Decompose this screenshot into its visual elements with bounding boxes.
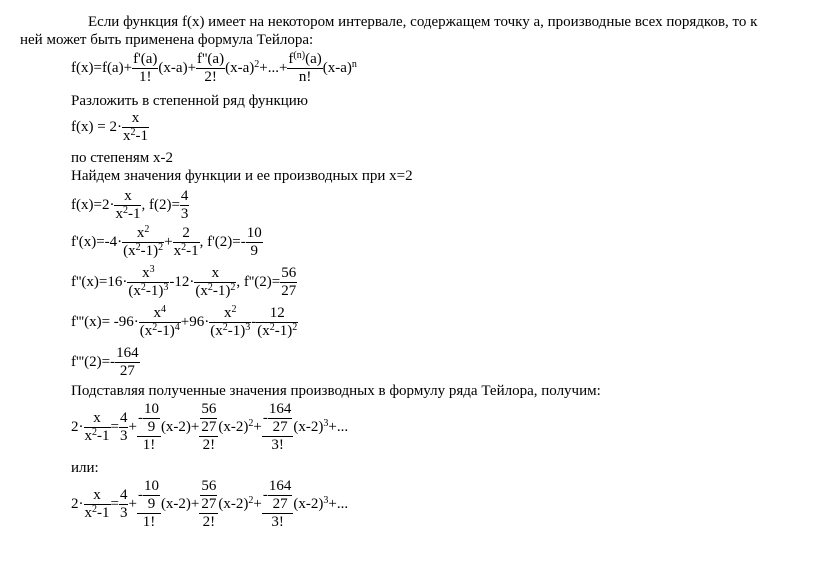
equation-f-prime: f'(x)=-4· $\frac{x^2}{(x^2-1)^2}$ + $\frac{2}{x^2-1}$ , f'(2)=- $\frac{10}{9}$ <box>71 224 262 259</box>
taylor-fraction-1: $\frac{f'(a)}{1!}$ <box>133 51 158 85</box>
taylor-series-result-2: 2· $\frac{x}{x^2-1}$ = $\frac{4}{3}$ + - $\frac{10}{9}$ 1! (x-2)+ $\frac{\frac{56}{27}}{2!}$ $(x-2)^2+$ - $\frac{164}{27}$ 3! $(x-2)^3+$... <box>71 478 349 530</box>
equation-f-triple-prime: f'''(x)= -96· $\frac{x^4}{(x^2-1)^4}$ +96· $\frac{x^2}{(x^2-1)^3}$ - $\frac{12}{(x^2-1)^2}$ <box>71 304 298 339</box>
equation-f-triple-prime-value: f'''(2)=- $\frac{164}{27}$ <box>71 345 139 379</box>
powers-text: по степеням x-2 <box>71 150 173 166</box>
intro-line-1: Если функция f(x) имеет на некотором интервале, содержащем точку a, производные всех порядков, то к <box>88 14 758 30</box>
function-fraction: $\frac{x}{x^2-1}$ <box>122 110 148 144</box>
value-f-prime-2: $\frac{10}{9}$ <box>246 225 262 259</box>
taylor-series-result-1: 2· $\frac{x}{x^2-1}$ = $\frac{4}{3}$ + - $\frac{10}{9}$ 1! (x-2)+ $\frac{\frac{56}{27}}{2!}$ $(x-2)^2+$ - $\frac{164}{27}$ 3! $(x-2)^3+$... <box>71 401 349 453</box>
function-definition: f(x) = 2· $\frac{x}{x^2-1}$ <box>71 110 148 144</box>
equation-f-double-prime: f''(x)=16· $\frac{x^3}{(x^2-1)^3}$ -12· $\frac{x}{(x^2-1)^2}$ , f''(2)= $\frac{56}{27}$ <box>71 264 297 299</box>
value-f-double-prime-2: $\frac{56}{27}$ <box>281 265 297 299</box>
value-f-triple-prime-2: $\frac{164}{27}$ <box>116 345 139 379</box>
taylor-fraction-n: $\frac{f^{(n)}(a)}{n!}$ <box>288 50 322 85</box>
taylor-formula: f(x)=f(a)+ $\frac{f'(a)}{1!}$ (x-a)+ $\frac{f''(a)}{2!}$ $(x-a)^2+...+$ $\frac{f^{(n)}(a)}{n!}$ $(x-a)^n$ <box>71 50 357 85</box>
intro-line-2: ней может быть применена формула Тейлора: <box>20 32 314 48</box>
or-text: или: <box>71 460 99 476</box>
taylor-fraction-2: $\frac{f''(a)}{2!}$ <box>197 51 225 85</box>
equation-f: f(x)=2· $\frac{x}{x^2-1}$ , f(2)= $\frac{4}{3}$ <box>71 188 189 222</box>
find-values-text: Найдем значения функции и ее производных при x=2 <box>71 168 413 184</box>
substitution-text: Подставляя полученные значения производных в формулу ряда Тейлора, получим: <box>71 383 601 399</box>
value-f2: $\frac{4}{3}$ <box>180 188 189 222</box>
expand-instruction: Разложить в степенной ряд функцию <box>71 93 308 109</box>
